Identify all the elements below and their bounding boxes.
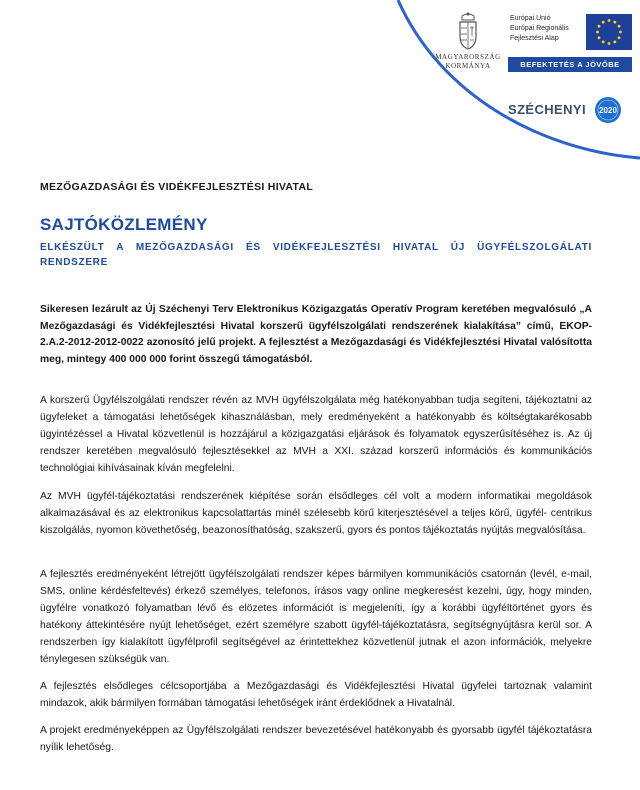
document-subtitle: ELKÉSZÜLT A MEZŐGAZDASÁGI ÉS VIDÉKFEJLESZTÉSI HIVATAL ÚJ ÜGYFÉLSZOLGÁLATI RENDSZERE <box>40 242 592 268</box>
lead-paragraph: Sikeresen lezárult az Új Széchenyi Terv Elektronikus Közigazgatás Operatív Program keretében megvalósuló „A Mezőgazdasági és Vidékfejlesztési Hivatal korszerű ügyfélszolgálati rendszerének kialakítása” című, EKOP-2.A.2-2012-2012-0022 azonosító jelű projekt. A fejlesztést a Mezőgazdasági és Vidékfejlesztési Hivatal valósította meg, mintegy 400 000 000 forint összegű támogatásból. <box>40 304 592 365</box>
eu-flag-icon <box>586 14 632 50</box>
government-name-line2: KORMÁNYA <box>445 62 491 70</box>
government-name-line1: MAGYARORSZÁG <box>435 53 501 61</box>
hungarian-government-logo <box>430 12 506 71</box>
organization-name: MEZŐGAZDASÁGI ÉS VIDÉKFEJLESZTÉSI HIVATAL <box>40 181 314 193</box>
szechenyi-2020-badge-icon <box>594 96 622 124</box>
eu-text-line1: Európai Unió <box>510 15 551 22</box>
body-paragraph: A fejlesztés eredményeként létrejött ügyfélszolgálati rendszer képes bármilyen kommunikációs csatornán (levél, e-mail, SMS, online kérdésfeltevés) érkező személyes, telefonos, írásos vagy online megkeresést kezelni, úgy, hogy minden, ügyfélre vonatkozó folyamatban lévő és elözetes információt is megjeleníti, így a korábbi ügyféltörténet gyors és hatékony áttekintésére nyújt lehetőséget, ezért személyre szabott ügyfél-tájékoztatásra, segítségnyújtásra kerül sor. A rendszerben így kialakított ügyfélprofil segítségével az érintettekhez közvetlenül jutnak el azon információk, melyekre ténylegesen szükségük van. <box>40 569 592 665</box>
szechenyi-badge-text: 2020 <box>599 106 617 115</box>
body-paragraph: A fejlesztés elsődleges célcsoportjába a Mezőgazdasági és Vidékfejlesztési Hivatal ügyfelei tartoznak valamint mindazok, akik bármilyen formában támogatási lehetőségek iránt érdeklődnek a Hivatalnál. <box>40 681 592 709</box>
hungarian-coat-of-arms-icon <box>457 12 479 50</box>
body-paragraph: A projekt eredményeképpen az Ügyfélszolgálati rendszer bevezetésével hatékonyabb és gyorsabb ügyfél tájékoztatásra nyílik lehetőség. <box>40 725 592 753</box>
investing-in-future-banner: BEFEKTETÉS A JÖVŐBE <box>508 57 632 72</box>
szechenyi-2020-logo <box>508 96 632 122</box>
body-paragraph: A korszerű Ügyfélszolgálati rendszer révén az MVH ügyfélszolgálata még hatékonyabban tudja segíteni, tájékoztatni az ügyfeleket a támogatási lehetőségek kihasználásban, mely eredményeként a hatékonyabb és költségtakarékosabb ügyintézéssel a Hivatal közvetlenül is hozzájárul a közigazgatási eljárások és folyamatok egyszerűsítéséhez is. Az új rendszer keretében megvalósuló fejlesztésekkel az MVH a XXI. század korszerű információs és kommunikációs technológiai kihívásainak kíván megfelelni. <box>40 395 592 474</box>
body-paragraph: Az MVH ügyfél-tájékoztatási rendszerének kiépítése során elsődleges cél volt a modern informatikai megoldások alkalmazásával és az elektronikus kapcsolattartás minél szélesebb körű kiterjesztésével a teljes körű, ügyfél- centrikus kiszolgálás, nyomon követhetőség, beazonosíthatóság, szakszerű, gyors és pontos tájékoztatás nyújtás megvalósítása. <box>40 491 592 536</box>
eu-text-line2: Európai Regionális <box>510 25 569 32</box>
eu-text-line3: Fejlesztési Alap <box>510 35 559 42</box>
szechenyi-wordmark: SZÉCHENYI <box>508 102 587 117</box>
document-heading: SAJTÓKÖZLEMÉNY <box>40 215 208 234</box>
